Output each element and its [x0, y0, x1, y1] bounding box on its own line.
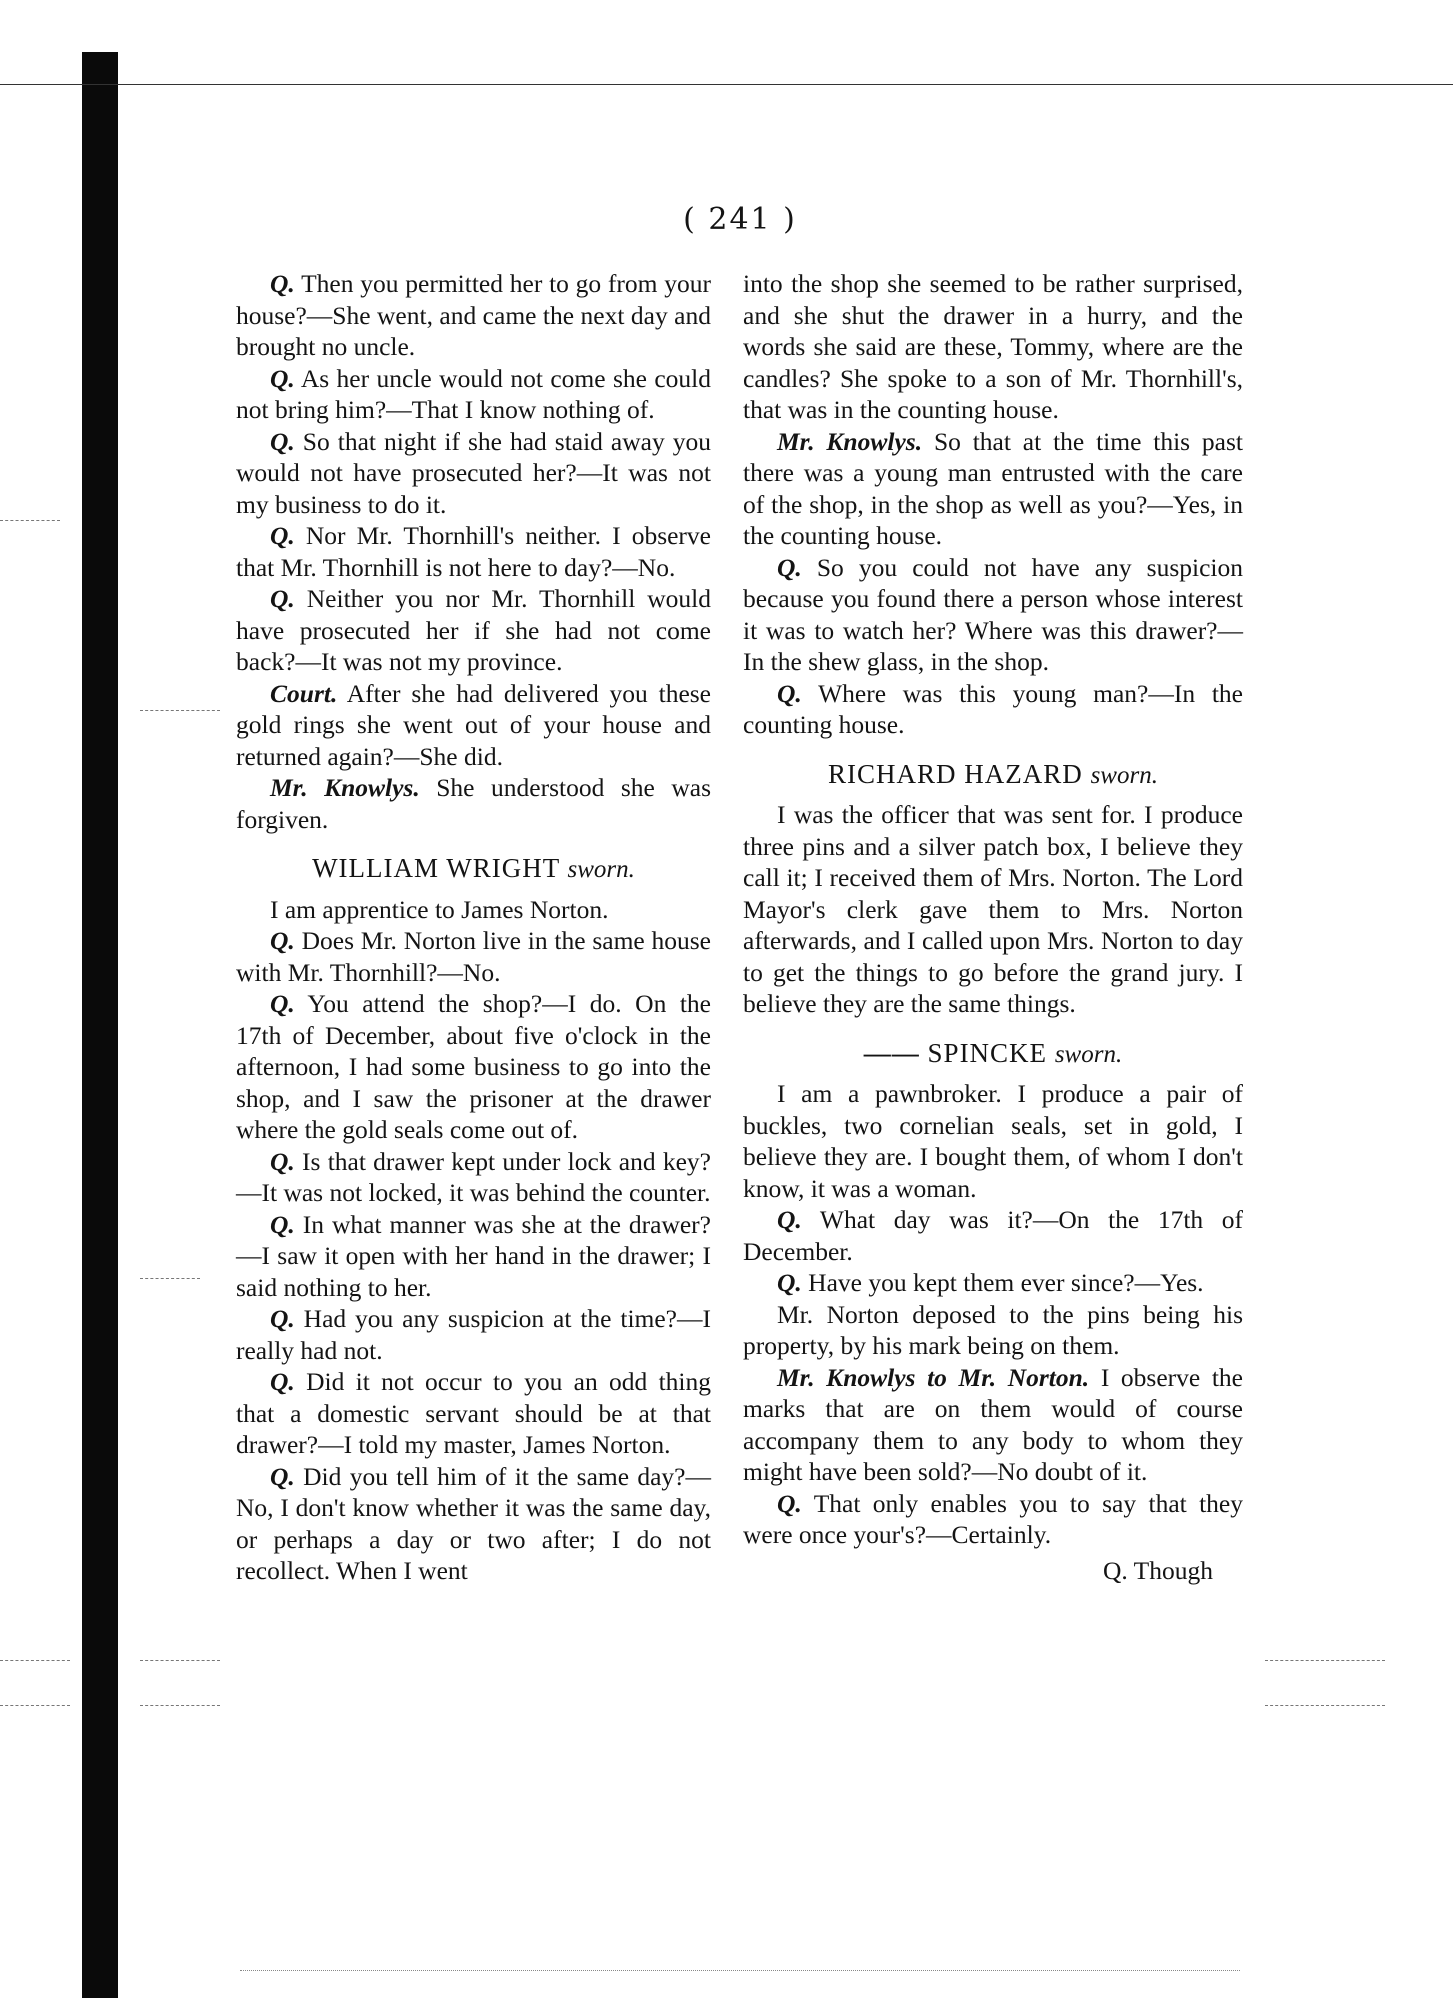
margin-mark: [140, 710, 220, 711]
speaker-label: Court.: [270, 678, 338, 708]
paragraph-text: Did it not occur to you an odd thing that a domestic servant should be at that drawer?—I told my master, James Norton.: [236, 1367, 711, 1459]
testimony-paragraph: [743, 1078, 1243, 1204]
margin-mark: [140, 1278, 200, 1279]
paragraph-text: Where was this young man?—In the counting house.: [743, 678, 1243, 739]
testimony-paragraph: [236, 1303, 711, 1366]
question-mark-label: Q.: [270, 584, 295, 613]
testimony-paragraph: [743, 1488, 1243, 1551]
question-mark-label: Q.: [270, 1367, 295, 1396]
testimony-paragraph: [236, 583, 711, 678]
question-mark-label: Q.: [270, 1304, 295, 1333]
speaker-label: Mr. Knowlys.: [777, 426, 923, 456]
speaker-label: Mr. Knowlys.: [270, 773, 420, 802]
testimony-paragraph: [236, 426, 711, 521]
heading-dash: ——: [863, 1037, 920, 1068]
testimony-paragraph: [236, 1461, 711, 1587]
testimony-paragraph: [236, 678, 711, 773]
testimony-paragraph: [236, 520, 711, 583]
question-mark-label: Q.: [270, 1209, 295, 1239]
witness-name: SPINCKE: [927, 1037, 1048, 1068]
margin-mark: [1265, 1660, 1385, 1661]
question-mark-label: Q.: [777, 1488, 802, 1518]
question-mark-label: Q.: [777, 1268, 802, 1297]
paragraph-text: So that night if she had staid away you would not have prosecuted her?—It was not my business to do it.: [236, 426, 711, 519]
testimony-paragraph: [743, 1267, 1243, 1299]
bottom-edge-noise: [240, 1970, 1240, 1971]
paragraph-text: Did you tell him of it the same day?—No, I don't know whether it was the same day, or perhaps a day or two after; I do not recollect. When I went: [236, 1461, 712, 1585]
question-mark-label: Q.: [270, 1146, 295, 1176]
paragraph-text: What day was it?—On the 17th of December.: [743, 1205, 1243, 1266]
paragraph-text: into the shop she seemed to be rather surprised, and she shut the drawer in a hurry, and the words she said are these, Tommy, where are the candles? She spoke to a son of Mr. Thornhill's, that was in the counting house.: [743, 269, 1243, 424]
paragraph-text: Nor Mr. Thornhill's neither. I observe that Mr. Thornhill is not here to day?—No.: [236, 521, 711, 582]
paragraph-text: In what manner was she at the drawer?—I saw it open with her hand in the drawer; I said nothing to her.: [236, 1209, 711, 1302]
testimony-paragraph: [236, 988, 711, 1146]
question-mark-label: Q.: [270, 521, 295, 550]
paragraph-text: She understood she was forgiven.: [236, 773, 712, 834]
paragraph-text: Mr. Norton deposed to the pins being his property, by his mark being on them.: [743, 1299, 1243, 1360]
question-mark-label: Q.: [777, 678, 802, 708]
question-mark-label: Q.: [270, 426, 295, 456]
testimony-paragraph: [236, 772, 711, 835]
testimony-paragraph: [743, 1299, 1243, 1362]
question-mark-label: Q.: [270, 926, 295, 955]
paragraph-text: You attend the shop?—I do. On the 17th of December, about five o'clock in the afternoon, I had some business to go into the shop, and I saw the prisoner at the drawer where the gold seals come out of.: [236, 989, 711, 1144]
catchword: Q. Though: [1102, 1555, 1213, 1585]
testimony-paragraph: [743, 426, 1243, 552]
right-column: [743, 268, 1243, 1586]
testimony-paragraph: [236, 925, 711, 988]
paragraph-text: Is that drawer kept under lock and key?—It was not locked, it was behind the counter.: [236, 1146, 711, 1207]
testimony-paragraph: [236, 894, 711, 926]
paragraph-text: After she had delivered you these gold rings she went out of your house and returned again?—She did.: [236, 678, 711, 771]
margin-mark: [0, 1705, 70, 1706]
paragraph-text: Does Mr. Norton live in the same house with Mr. Thornhill?—No.: [236, 926, 711, 987]
testimony-paragraph: [236, 363, 711, 426]
margin-mark: [140, 1660, 220, 1661]
question-mark-label: Q.: [270, 363, 295, 393]
paragraph-text: Have you kept them ever since?—Yes.: [808, 1268, 1204, 1297]
top-rule: [0, 84, 1453, 85]
question-mark-label: Q.: [270, 269, 295, 298]
witness-heading: [236, 853, 711, 886]
paragraph-text: That only enables you to say that they were once your's?—Certainly.: [743, 1488, 1243, 1549]
left-column: [236, 268, 711, 1587]
testimony-paragraph: [236, 1209, 711, 1304]
question-mark-label: Q.: [270, 1461, 295, 1491]
margin-mark: [0, 1660, 70, 1661]
witness-name: WILLIAM WRIGHT: [312, 853, 560, 883]
page-number: ( 241 ): [683, 202, 797, 237]
paragraph-text: So you could not have any suspicion because you found there a person whose interest it was to watch her? Where was this drawer?—In the shew glass, in the shop.: [743, 552, 1243, 676]
paragraph-text: I am a pawnbroker. I produce a pair of buckles, two cornelian seals, set in gold, I believe they are. I bought them, of whom I don't know, it was a woman.: [743, 1079, 1243, 1203]
testimony-paragraph: [743, 552, 1243, 678]
paragraph-text: Neither you nor Mr. Thornhill would have prosecuted her if she had not come back?—It was not my province.: [236, 584, 712, 676]
testimony-paragraph: [743, 1362, 1243, 1488]
testimony-paragraph: [236, 1366, 711, 1461]
paragraph-text: I was the officer that was sent for. I produce three pins and a silver patch box, I believe they call it; I received them of Mrs. Norton. The Lord Mayor's clerk gave them to Mrs. Norton afterwards, and I called upon Mrs. Norton to day to get the things to go before the grand jury. I believe they are the same things.: [743, 800, 1243, 1018]
paragraph-text: Had you any suspicion at the time?—I really had not.: [236, 1304, 711, 1365]
testimony-paragraph: [743, 799, 1243, 1020]
margin-mark: [140, 1705, 220, 1706]
question-mark-label: Q.: [777, 1205, 802, 1234]
sworn-label: sworn.: [1090, 761, 1158, 789]
paragraph-text: So that at the time this past there was a young man entrusted with the care of the shop, in the shop as well as you?—Yes, in the counting house.: [743, 426, 1244, 550]
question-mark-label: Q.: [777, 552, 802, 582]
witness-name: RICHARD HAZARD: [828, 758, 1083, 789]
testimony-paragraph: [236, 268, 711, 363]
speaker-label: Mr. Knowlys to Mr. Norton.: [777, 1362, 1090, 1392]
testimony-paragraph: [743, 1204, 1243, 1267]
question-mark-label: Q.: [270, 989, 295, 1018]
margin-mark: [1265, 1705, 1385, 1706]
paragraph-text: I am apprentice to James Norton.: [270, 894, 609, 924]
sworn-label: sworn.: [567, 856, 635, 883]
witness-heading: [743, 759, 1243, 792]
sworn-label: sworn.: [1054, 1040, 1123, 1068]
margin-mark: [0, 520, 60, 521]
testimony-paragraph: [236, 1146, 711, 1209]
witness-heading: [743, 1038, 1243, 1071]
testimony-paragraph: [743, 678, 1243, 741]
paragraph-text: Then you permitted her to go from your house?—She went, and came the next day and brought no uncle.: [236, 269, 711, 361]
paragraph-text: As her uncle would not come she could not bring him?—That I know nothing of.: [236, 363, 712, 424]
binding-edge: [82, 52, 118, 1998]
testimony-paragraph: [743, 268, 1243, 426]
paragraph-text: I observe the marks that are on them would of course accompany them to any body to whom they might have been sold?—No doubt of it.: [743, 1362, 1243, 1486]
